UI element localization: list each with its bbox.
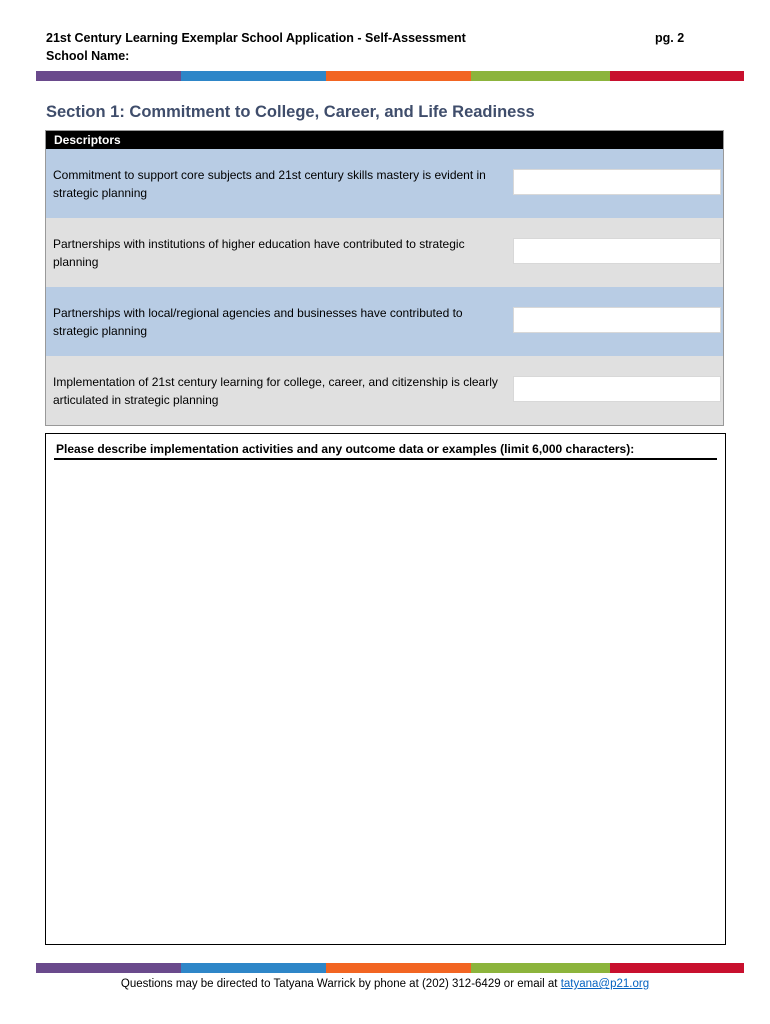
narrative-underline [54, 458, 717, 460]
stripe-green [471, 71, 610, 81]
descriptor-text: Partnerships with institutions of higher education have contributed to strategic planning [53, 237, 465, 269]
email-link[interactable]: tatyana@p21.org [560, 978, 650, 990]
descriptors-table [45, 130, 724, 426]
stripe-red [610, 71, 744, 81]
stripe-purple [36, 71, 181, 81]
rating-input[interactable] [513, 169, 721, 195]
table-row [46, 149, 723, 218]
stripe-blue [181, 963, 326, 973]
table-header: Descriptors [46, 131, 723, 149]
stripe-orange [326, 963, 471, 973]
color-stripe-bottom [36, 963, 744, 973]
section-title: Section 1: Commitment to College, Career, and Life Readiness [46, 103, 535, 121]
stripe-blue [181, 71, 326, 81]
table-row [46, 218, 723, 287]
footer-contact [0, 978, 770, 990]
descriptor-text: Partnerships with local/regional agencies and businesses have contributed to strategic planning [53, 306, 463, 338]
stripe-green [471, 963, 610, 973]
table-row [46, 287, 723, 356]
color-stripe-top [36, 71, 744, 81]
narrative-label: Please describe implementation activities and any outcome data or examples (limit 6,000 characters): [56, 442, 635, 456]
table-row [46, 356, 723, 425]
school-name-label: School Name: [46, 49, 130, 63]
stripe-orange [326, 71, 471, 81]
page-number: pg. 2 [655, 31, 685, 45]
narrative-textarea[interactable] [45, 433, 726, 945]
descriptor-text: Commitment to support core subjects and 21st century skills mastery is evident in strategic planning [53, 168, 486, 200]
rating-input[interactable] [513, 307, 721, 333]
rating-input[interactable] [513, 238, 721, 264]
stripe-red [610, 963, 744, 973]
document-title: 21st Century Learning Exemplar School Application - Self-Assessment [46, 31, 466, 45]
stripe-purple [36, 963, 181, 973]
rating-input[interactable] [513, 376, 721, 402]
descriptor-text: Implementation of 21st century learning for college, career, and citizenship is clearly articulated in strategic planning [53, 375, 498, 407]
footer-text: Questions may be directed to Tatyana Warrick by phone at (202) 312-6429 or email at [120, 978, 561, 990]
